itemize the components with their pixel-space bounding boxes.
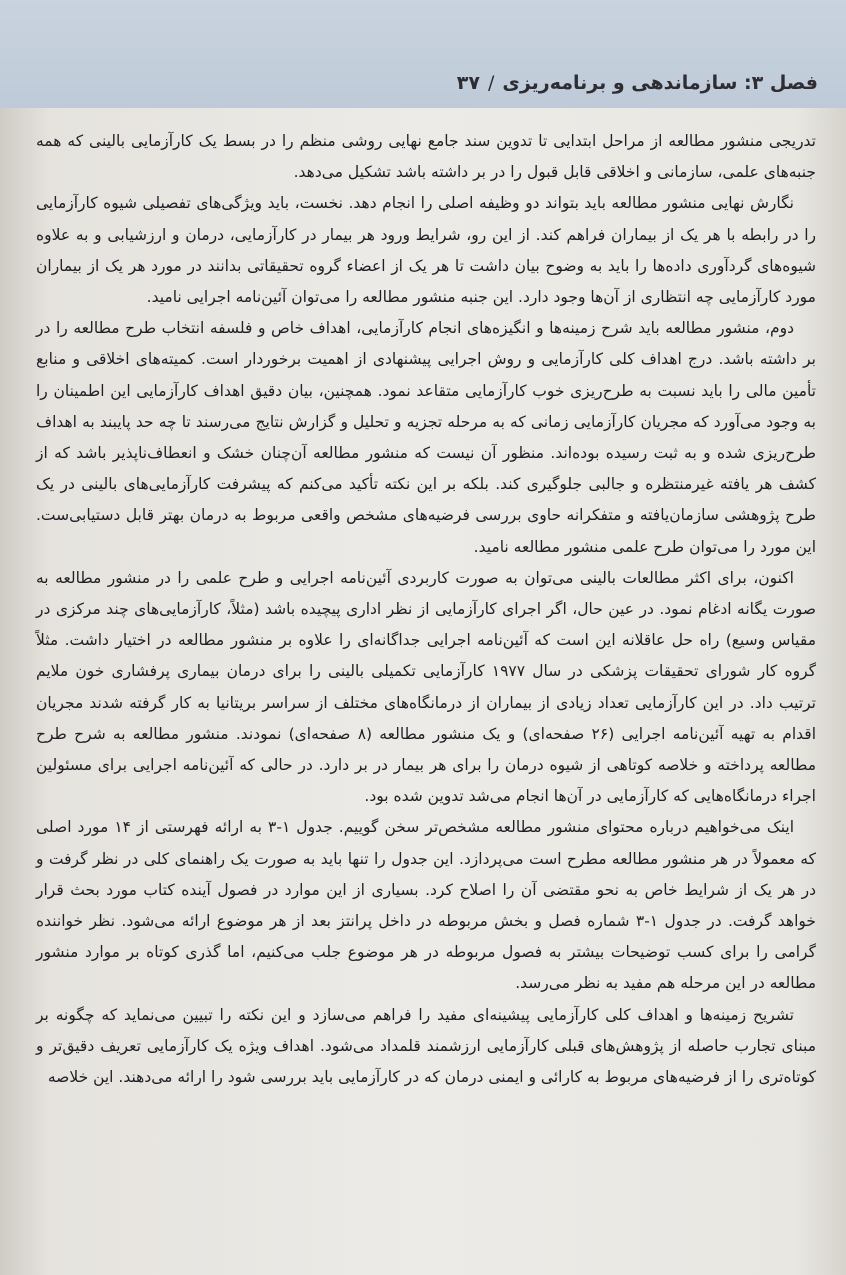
paragraph: تشریح زمینه‌ها و اهداف کلی کارآزمایی پیشینه‌ای مفید را فراهم می‌سازد و این نکته را تبیین می‌نماید که چگونه بر مبنای تجارب حاصله از پژوهش‌های قبلی کارآزمایی ارزشمند قلمداد می‌شود. اهداف ویژه یک کارآزمایی تعریف دقیق‌تر و کوتاه‌تری را از فرضیه‌های مربوط به کارائی و ایمنی درمان که در کارآزمایی باید بررسی شود را ارائه می‌دهند. این خلاصه <box>36 1005 816 1087</box>
page-number: ۳۷ <box>456 72 480 94</box>
paragraph: نگارش نهایی منشور مطالعه باید بتواند دو وظیفه اصلی را انجام دهد. نخست، باید ویژگی‌های تفصیلی شیوه کارآزمایی را در رابطه با هر یک از بیماران فراهم کند. از این رو، شرایط ورود هر بیمار در کارآزمایی، درمان و ارزشیابی و به علاوه شیوه‌های گردآوری داده‌ها را باید به وضوح بیان داشت تا هر یک از اعضاء گروه تحقیقاتی بدانند در مورد هر یک از بیماران مورد کارآزمایی چه انتظاری از آن‌ها وجود دارد. این جنبه منشور مطالعه را می‌توان آئین‌نامه اجرایی نامید. <box>36 194 816 307</box>
chapter-title: فصل ۳: سازماندهی و برنامه‌ریزی <box>502 72 818 94</box>
running-header <box>457 72 818 94</box>
paragraph-continuation: تدریجی منشور مطالعه از مراحل ابتدایی تا تدوین سند جامع نهایی روشی منظم را در بسط یک کارآزمایی بالینی که همه جنبه‌های علمی، سازمانی و اخلاقی قابل قبول را در بر داشته باشد تشکیل می‌دهد. <box>36 132 816 182</box>
paragraph: اکنون، برای اکثر مطالعات بالینی می‌توان به صورت کاربردی آئین‌نامه اجرایی و طرح علمی را در منشور مطالعه به صورت یگانه ادغام نمود. در عین حال، اگر اجرای کارآزمایی از نظر اداری پیچیده باشد (مثلاً، کارآزمایی‌های چند مرکزی در مقیاس وسیع) راه حل عاقلانه این است که آئین‌نامه اجرایی جداگانه‌ای را علاوه بر منشور مطالعه در اختیار داشت. مثلاً گروه کار شورای تحقیقات پزشکی در سال ۱۹۷۷ کارآزمایی تکمیلی بالینی را برای درمان بیماری پرفشاری خون ملایم ترتیب داد. در این کارآزمایی تعداد زیادی از بیماران از درمانگاه‌های مختلف از سراسر بریتانیا به کار گرفته شدند مجریان اقدام به تهیه آئین‌نامه اجرایی (۲۶ صفحه‌ای) و یک منشور مطالعه (۸ صفحه‌ای) نمودند. منشور مطالعه به شرح طرح مطالعه پرداخته و خلاصه کوتاهی از شیوه درمان را برای هر بیمار در بر دارد. در حالی که آئین‌نامه اجرایی برای مسئولین اجراء درمانگاه‌هایی که کارآزمایی در آن‌ها انجام می‌شد تدوین شده بود. <box>36 568 817 806</box>
body-text <box>36 126 816 1093</box>
paragraph: اینک می‌خواهیم درباره محتوای منشور مطالعه مشخص‌تر سخن گوییم. جدول ۱-۳ به ارائه فهرستی از ۱۴ مورد اصلی که معمولاً در هر منشور مطالعه مطرح است می‌پردازد. این جدول را تنها باید به صورت یک راهنمای کلی در نظر گرفت و در هر یک از شرایط خاص به نحو مقتضی آن را اصلاح کرد. بسیاری از این موارد در فصول آینده کتاب مورد بحث قرار خواهد گرفت. در جدول ۱-۳ شماره فصل و بخش مربوطه در داخل پرانتز بعد از هر موضوع ارائه می‌شود. نظر خواننده گرامی را برای کسب توضیحات بیشتر به فصول مربوطه در هر موضوع جلب می‌کنیم، اما گذری کوتاه بر موارد منشور مطالعه در این مرحله هم مفید به نظر می‌رسد. <box>36 818 816 993</box>
header-separator: / <box>488 72 495 94</box>
page-header <box>0 0 846 108</box>
paragraph: دوم، منشور مطالعه باید شرح زمینه‌ها و انگیزه‌های انجام کارآزمایی، اهداف خاص و فلسفه انتخاب طرح مطالعه را در بر داشته باشد. درج اهداف کلی کارآزمایی و روش اجرایی پیشنهادی از اهمیت برخوردار است. کمیته‌های اخلاقی و منابع تأمین مالی را باید نسبت به طرح‌ریزی خوب کارآزمایی متقاعد نمود. همچنین، بیان دقیق اهداف کارآزمایی این اطمینان را به وجود می‌آورد که مجریان کارآزمایی زمانی که به مرحله تجزیه و تحلیل و گزارش نتایج می‌رسند تا چه حد پایبند به اهداف طرح‌ریزی شده و به ثبت رسیده بوده‌اند. منظور آن نیست که منشور مطالعه آن‌چنان خشک و انعطاف‌ناپذیر باشد که از کشف هر یافته غیرمنتظره و جالبی جلوگیری کند. بلکه بر این نکته تأکید می‌کنم که پیشرفت کارآزمایی‌های بالینی در یک طرح پژوهشی سازمان‌یافته و متفکرانه حاوی بررسی فرضیه‌های مشخص واقعی مربوط به درمان بهتر قابل دستیابی‌ست. این مورد را می‌توان طرح علمی منشور مطالعه نامید. <box>36 319 816 556</box>
